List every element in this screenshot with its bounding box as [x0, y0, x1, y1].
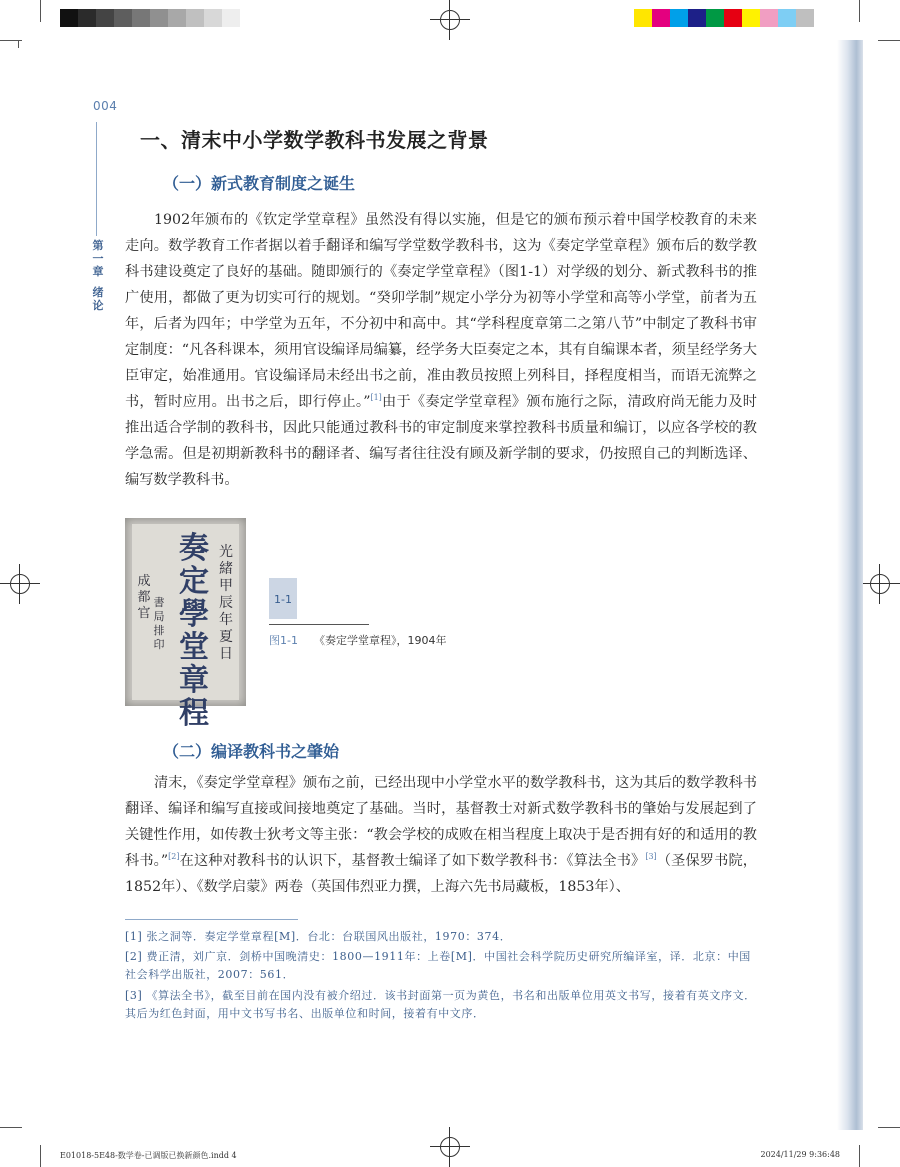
color-swatch	[652, 9, 670, 27]
cover-char: 光	[219, 544, 233, 560]
gray-color-bar	[60, 9, 240, 27]
binding-shadow	[837, 40, 863, 1130]
footnote: [2] 费正清，刘广京．剑桥中国晚清史：1800—1911年：上卷[M]．中国社会科学院历史研究所编译室，译．北京：中国社会科学出版社，2007：561．	[125, 950, 751, 981]
text-run: 清末，《奏定学堂章程》颁布之前，已经出现中小学堂水平的数学教科书，这为其后的数学教科书翻译、编译和编写直接或间接地奠定了基础。当时，基督教士对新式数学教科书的肇始与发展起到了关键性作用，如传教士狄考文等主张：“教会学校的成败在相当程度上取决于是否拥有好的和适用的教科书。”	[125, 775, 757, 869]
color-swatch	[204, 9, 222, 27]
color-swatch	[796, 9, 814, 27]
figure-caption-text: 《奏定学堂章程》，1904年	[313, 634, 447, 647]
color-swatch	[150, 9, 168, 27]
footnote-ref[interactable]: [3]	[645, 852, 657, 861]
process-color-bar	[634, 9, 814, 27]
page-number: 004	[93, 99, 118, 113]
registration-mark-icon	[430, 0, 470, 40]
figure-tag: 1-1	[269, 578, 297, 619]
color-swatch	[96, 9, 114, 27]
cover-char: 辰	[219, 595, 233, 611]
color-swatch	[186, 9, 204, 27]
crop-mark	[878, 40, 900, 41]
color-swatch	[778, 9, 796, 27]
body-paragraph	[125, 770, 757, 900]
color-swatch	[760, 9, 778, 27]
color-swatch	[114, 9, 132, 27]
color-swatch	[168, 9, 186, 27]
footnote-ref[interactable]: [1]	[370, 393, 382, 402]
registration-mark-icon	[0, 564, 40, 604]
cover-char: 奏	[179, 531, 209, 566]
crop-mark	[0, 1127, 22, 1128]
cover-panel	[132, 524, 239, 731]
cover-title	[174, 532, 214, 730]
cover-char: 官	[137, 606, 151, 621]
text-run: 由于《奏定学堂章程》颁布施行之际，清政府尚无能力及时推出适合学制的教科书，因此只能通过教科书的审定制度来掌控教科书质量和编订，以应各学校的教学急需。但是初期新教科书的翻译者、编写者往往没有顾及新学制的要求，仍按照自己的判断选译、编写数学教科书。	[125, 394, 757, 488]
cover-char: 定	[179, 564, 209, 599]
chapter-char: 绪	[92, 286, 104, 299]
page-title: 一、清末中小学数学教科书发展之背景	[140, 128, 489, 152]
cover-char: 堂	[179, 630, 209, 665]
crop-mark	[859, 0, 860, 22]
slug-timestamp: 2024/11/29 9:36:48	[760, 1150, 840, 1159]
footnote-ref[interactable]: [2]	[168, 852, 180, 861]
crop-mark	[40, 0, 41, 22]
crop-mark	[40, 1145, 41, 1167]
color-swatch	[724, 9, 742, 27]
chapter-label	[90, 236, 106, 315]
section-heading: （二）编译教科书之肇始	[163, 742, 340, 761]
cover-char: 都	[137, 590, 151, 605]
chapter-char: 章	[92, 265, 104, 278]
text-run: 1902年颁布的《钦定学堂章程》虽然没有得以实施，但是它的颁布预示着中国学校教育的未来走向。数学教育工作者据以着手翻译和编写学堂数学教科书，这为《奏定学堂章程》颁布后的数学教科书建设奠定了良好的基础。随即颁行的《奏定学堂章程》（图1-1）对学级的划分、新式教科书的推广使用，都做了更为切实可行的规划。“癸卯学制”规定小学分为初等小学堂和高等小学堂，前者为五年，后者为四年；中学堂为五年，不分初中和高中。其“学科程度章第二之第八节”中制定了教科书审定制度：“凡各科课本，须用官设编译局编纂，经学务大臣奏定之本，其有自编课本者，须呈经学务大臣审定，始准通用。官设编译局未经出书之前，准由教员按照上列科目，择程度相当，而语无流弊之书，暂时应用。出书之后，即行停止。”	[125, 212, 757, 410]
cover-char: 章	[179, 663, 209, 698]
color-swatch	[706, 9, 724, 27]
cover-char: 甲	[219, 578, 233, 594]
cover-char: 年	[219, 612, 233, 628]
crop-mark	[878, 1127, 900, 1128]
color-swatch	[742, 9, 760, 27]
footnote: [3] 《算法全书》，截至目前在国内没有被介绍过．该书封面第一页为黄色，书名和出版单位用英文书写，接着有英文序文．其后为红色封面，用中文书写书名、出版单位和时间，接着有中文序．	[125, 989, 756, 1020]
cover-char: 夏	[219, 629, 233, 645]
cover-char: 書	[153, 596, 165, 609]
cover-char: 印	[153, 638, 165, 651]
crop-mark	[859, 1145, 860, 1167]
cover-publisher-column-2	[152, 596, 166, 652]
color-swatch	[78, 9, 96, 27]
cover-char: 程	[179, 696, 209, 731]
text-run: 在这种对教科书的认识下，基督教士编译了如下数学教科书：《算法全书》	[179, 853, 646, 869]
color-swatch	[222, 9, 240, 27]
figure-caption	[269, 632, 446, 648]
section-heading: （一）新式教育制度之诞生	[163, 174, 356, 193]
text-run: （圣保罗书院，1852年）、《数学启蒙》两卷（英国伟烈亚力撰，上海六先书局藏板，1853年）、	[125, 853, 757, 895]
cover-char: 緒	[219, 561, 233, 577]
slug-file-name: E01018-5E48-数学卷-已调版已换新颜色.indd 4	[60, 1151, 237, 1160]
footnote-rule	[125, 919, 298, 920]
registration-mark-icon	[860, 564, 900, 604]
chapter-char: 论	[92, 299, 104, 312]
chapter-char: 第	[92, 239, 104, 252]
cover-char: 學	[179, 597, 209, 632]
figure-caption-label: 图1-1	[269, 634, 298, 647]
body-paragraph	[125, 207, 757, 493]
cover-publisher-column	[136, 574, 152, 622]
footnote: [1] 张之洞等．奏定学堂章程[M]．台北：台联国风出版社，1970：374．	[125, 930, 512, 943]
cover-char: 排	[153, 624, 165, 637]
cover-char: 局	[153, 610, 165, 623]
registration-mark-icon	[430, 1127, 470, 1167]
color-swatch	[670, 9, 688, 27]
cover-char: 日	[219, 646, 233, 662]
color-swatch	[132, 9, 150, 27]
color-swatch	[688, 9, 706, 27]
cover-char: 成	[137, 574, 151, 589]
book-cover-photo	[125, 518, 246, 731]
color-swatch	[60, 9, 78, 27]
color-swatch	[634, 9, 652, 27]
cover-date-column	[218, 544, 234, 663]
crop-mark	[18, 40, 19, 48]
figure-caption-rule	[269, 624, 369, 625]
chapter-char: 一	[92, 252, 104, 265]
